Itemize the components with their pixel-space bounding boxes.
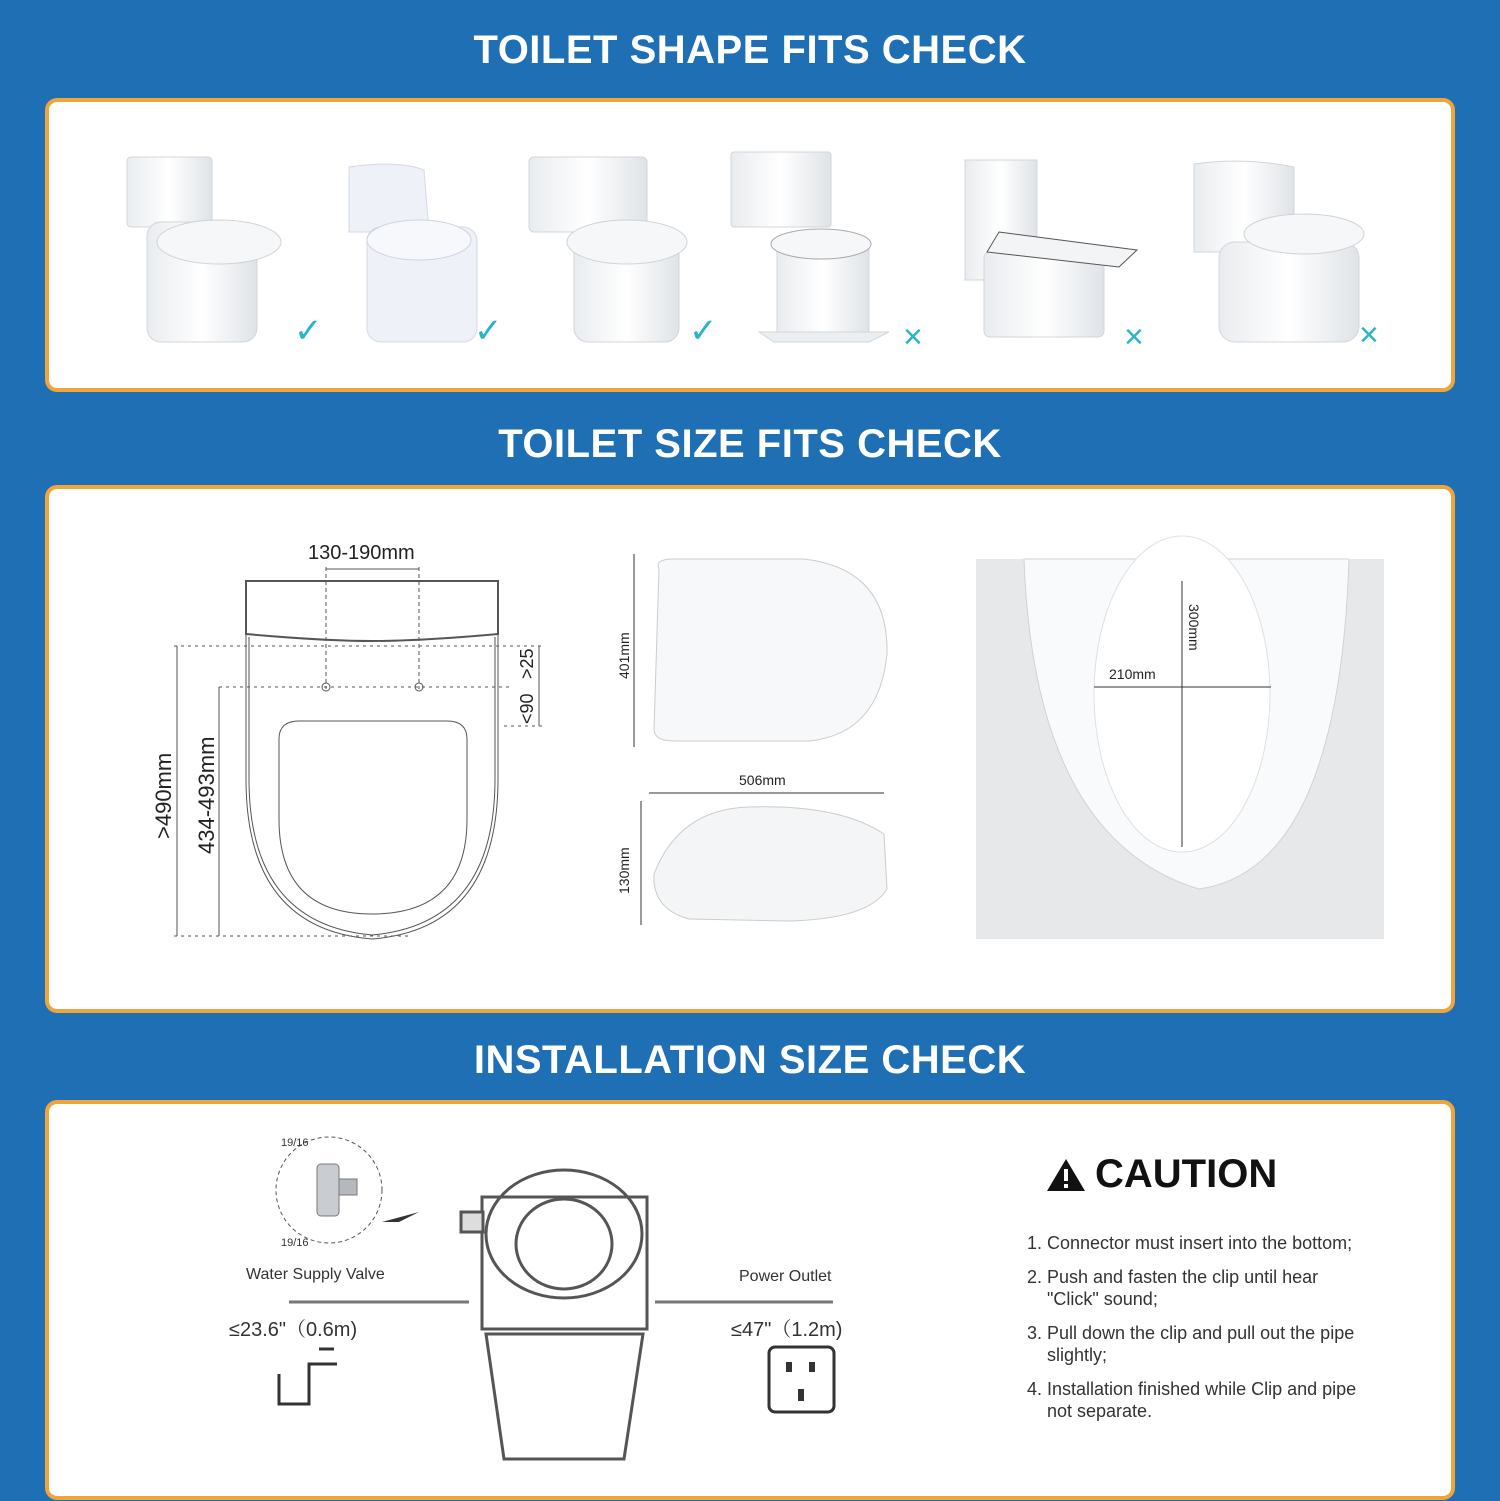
power-outlet-label: Power Outlet (739, 1268, 832, 1285)
size-diagrams (49, 489, 1451, 1009)
bolt-spacing-label: 130-190mm (308, 542, 415, 564)
toilet-square-modern-image (965, 160, 1137, 337)
power-distance-label: ≤47"（1.2m) (731, 1319, 843, 1341)
seat-height-label: 130mm (616, 847, 632, 894)
install-section-title: INSTALLATION SIZE CHECK (473, 1038, 1027, 1082)
caution-item: 4. Installation finished while Clip and pipe not separate. (1027, 1379, 1357, 1421)
size-check-panel (45, 485, 1455, 1013)
toilet-square-pedestal-image (731, 152, 889, 342)
toilet-elongated-two-piece-image (127, 157, 281, 342)
installation-diagram (49, 1104, 1009, 1496)
size-section-title: TOILET SIZE FITS CHECK (498, 422, 1002, 466)
caution-item: 3. Pull down the clip and pull out the pipe slightly; (1027, 1323, 1355, 1365)
water-distance-label: ≤23.6"（0.6m) (229, 1319, 358, 1341)
caution-list (1027, 1232, 1357, 1434)
shape-section-title: TOILET SHAPE FITS CHECK (473, 28, 1027, 72)
warning-icon (1045, 1157, 1087, 1193)
lid-length-label: 401mm (616, 632, 632, 679)
seat-width-label: 506mm (739, 772, 786, 788)
toilet-two-piece-elongated-image (529, 157, 687, 342)
shape-check-panel (45, 98, 1455, 392)
bolt-to-back-label: <90 (517, 693, 537, 724)
bowl-range-length-label: 434-493mm (194, 736, 219, 854)
seat-top-view-image (634, 554, 887, 747)
caution-item: 1. Connector must insert into the bottom; (1027, 1233, 1353, 1253)
toilet-front-outline (461, 1170, 647, 1459)
front-gap-label: >25 (517, 648, 537, 679)
toilet-shapes-illustration (49, 102, 1451, 388)
caution-item: 2. Push and fasten the clip until hear "Click" sound; (1027, 1267, 1319, 1309)
bowl-total-length-label: >490mm (151, 752, 176, 839)
caution-title-text: CAUTION (1095, 1152, 1278, 1196)
caution-heading (1045, 1152, 1277, 1197)
opening-length-label: 300mm (1186, 604, 1202, 651)
water-supply-label: Water Supply Valve (246, 1266, 385, 1283)
not-fit-cross-icon: × (903, 318, 923, 356)
fit-check-icon: ✓ (689, 312, 718, 350)
valve-top-label: 19/16 (281, 1137, 309, 1149)
seat-side-view-image (641, 793, 887, 925)
toilet-egg-shaped-one-piece-image (1194, 161, 1364, 342)
valve-bottom-label: 19/16 (281, 1237, 309, 1249)
toilet-round-one-piece-image (349, 164, 477, 342)
fit-check-icon: ✓ (294, 312, 323, 350)
water-pipe-icon (279, 1349, 337, 1404)
power-outlet-icon (769, 1347, 834, 1412)
valve-detail-circle (276, 1137, 419, 1243)
opening-width-label: 210mm (1109, 666, 1156, 682)
not-fit-cross-icon: × (1124, 318, 1144, 356)
bowl-dimension-drawing (174, 567, 544, 939)
not-fit-cross-icon: × (1359, 316, 1379, 354)
bowl-opening-photo (976, 536, 1384, 939)
fit-check-icon: ✓ (474, 312, 503, 350)
